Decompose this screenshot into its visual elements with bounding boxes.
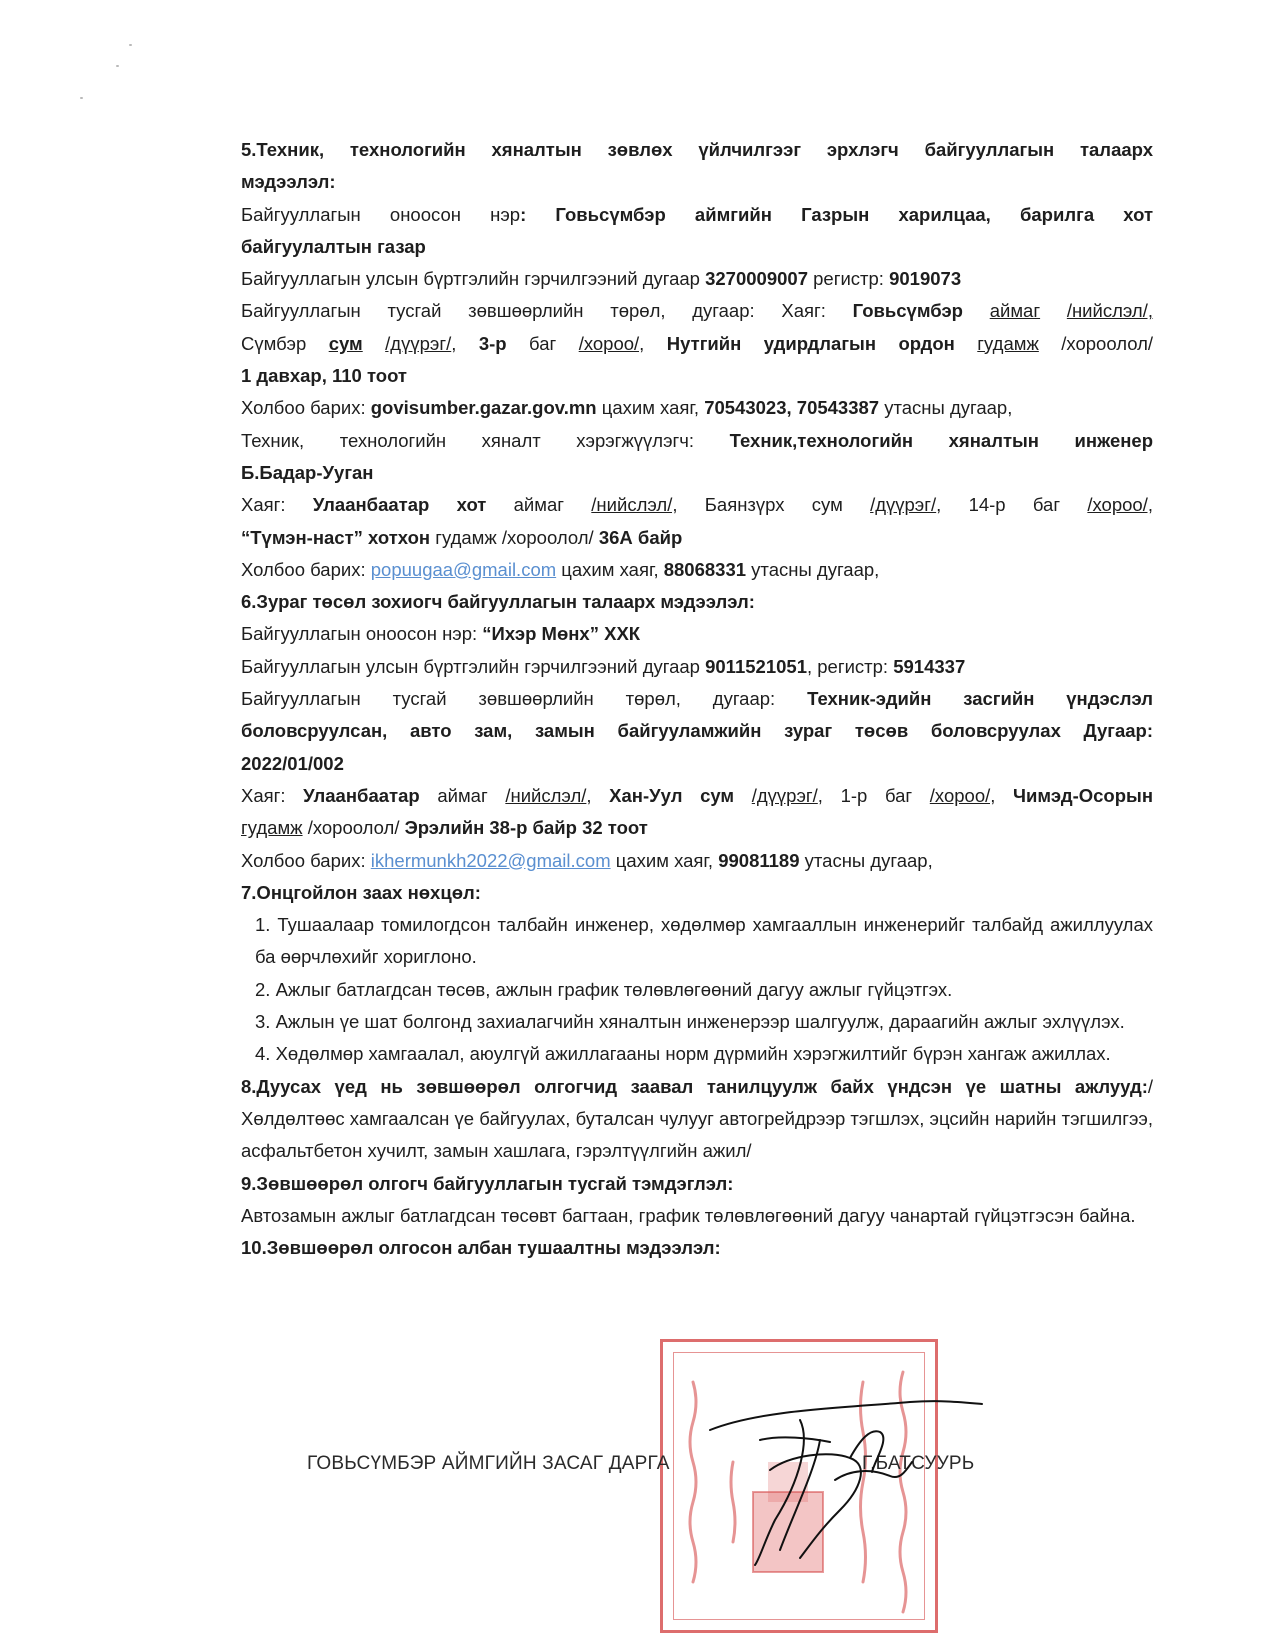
s5-org-name: Байгууллагын оноосон нэр: Говьсүмбэр аймгийн Газрын харилцаа, барилга хот xyxy=(241,203,1154,225)
s6-license: Байгууллагын тусгай зөвшөөрлийн төрөл, дугаар: Техник-эдийн засгийн үндэслэл xyxy=(241,688,1153,710)
section-9-title: 9.Зөвшөөрөл олгогч байгууллагын тусгай тэмдэглэл: xyxy=(241,1172,734,1194)
s5-contact: Холбоо барих: govisumber.gazar.gov.mn цахим хаяг, 70543023, 70543387 утасны дугаар, xyxy=(241,397,1013,419)
document-body xyxy=(241,134,1153,1264)
section-5-title-cont: мэдээлэл: xyxy=(241,171,336,193)
s5-engineer-cont: Б.Бадар-Ууган xyxy=(241,461,374,483)
email-link[interactable]: ikhermunkh2022@gmail.com xyxy=(370,849,611,871)
scan-speck xyxy=(116,65,119,67)
section-6-title: 6.Зураг төсөл зохиогч байгууллагын талаарх мэдээлэл: xyxy=(241,591,755,613)
s5-registration: Байгууллагын улсын бүртгэлийн гэрчилгээний дугаар 3270009007 регистр: 9019073 xyxy=(241,268,962,290)
scan-speck xyxy=(129,44,132,46)
section-5-title: 5.Техник, технологийн хяналтын зөвлөх үйлчилгээг эрхлэгч байгууллагын талаарх xyxy=(241,139,1153,160)
s5-address-cont: 1 давхар, 110 тоот xyxy=(241,365,407,387)
s6-license-number: 2022/01/002 xyxy=(241,752,344,774)
s5-engineer-contact: Холбоо барих: popuugaa@gmail.com цахим хаяг, 88068331 утасны дугаар, xyxy=(241,558,880,580)
s7-item: 2. Ажлыг батлагдсан төсөв, ажлын график төлөвлөгөөний дагуу ажлыг гүйцэтгэх. xyxy=(255,978,953,1000)
s6-address: Хаяг: Улаанбаатар аймаг /нийслэл/, Хан-Уул сум /дүүрэг/, 1-р баг /хороо/, Чимэд-Осорын xyxy=(241,784,1153,806)
s5-engineer-address-cont: “Түмэн-наст” хотхон гудамж /хороолол/ 36А байр xyxy=(241,526,683,548)
signatory-position: ГОВЬСҮМБЭР АЙМГИЙН ЗАСАГ ДАРГА xyxy=(307,1453,670,1474)
scan-speck xyxy=(80,97,83,99)
s5-license: Байгууллагын тусгай зөвшөөрлийн төрөл, дугаар: Хаяг: Говьсүмбэр аймаг /нийслэл/, xyxy=(241,300,1154,322)
handwritten-signature xyxy=(700,1380,990,1570)
s6-license-cont: боловсруулсан, авто зам, замын байгууламжийн зураг төсөв боловсруулах Дугаар: xyxy=(241,720,1153,742)
section-7-title: 7.Онцгойлон заах нөхцөл: xyxy=(241,881,481,903)
section-8: 8.Дуусах үед нь зөвшөөрөл олгогчид заавал танилцуулж байх үндсэн үе шатны ажлууд:/Хөлдөлтөөс хамгаалсан үе байгуулах, буталсан чулууг автогрейдрээр тэгшлэх, эцсийн нарийн тэгшилгээ, асфальтбетон хучилт, замын хашлага, гэрэлтүүлгийн ажил/ xyxy=(241,1075,1153,1162)
s6-registration: Байгууллагын улсын бүртгэлийн гэрчилгээний дугаар 9011521051, регистр: 5914337 xyxy=(241,655,966,677)
s7-item: 4. Хөдөлмөр хамгаалал, аюулгүй ажиллагааны норм дүрмийн хэрэгжилтийг бүрэн хангаж ажиллах. xyxy=(255,1043,1111,1065)
signatory-name: Г.БАТСУУРЬ xyxy=(862,1453,975,1474)
s5-engineer: Техник, технологийн хяналт хэрэгжүүлэгч: Техник,технологийн хяналтын инженер xyxy=(241,429,1153,451)
s5-org-name-cont: байгуулалтын газар xyxy=(241,235,426,257)
s9-text: Автозамын ажлыг батлагдсан төсөвт багтаан, график төлөвлөгөөний дагуу чанартай гүйцэтгэсэн байна. xyxy=(241,1204,1136,1226)
section-10-title: 10.Зөвшөөрөл олгосон албан тушаалтны мэдээлэл: xyxy=(241,1237,721,1259)
s7-item: 1. Тушаалаар томилогдсон талбайн инженер, хөдөлмөр хамгааллын инженерийг талбайд ажиллуулах ба өөрчлөхийг хориглоно. xyxy=(255,914,1153,968)
s5-address: Сүмбэр сум /дүүрэг/, 3-р баг /хороо/, Нутгийн удирдлагын ордон гудамж /хороолол/ xyxy=(241,332,1154,354)
s6-address-cont: гудамж /хороолол/ Эрэлийн 38-р байр 32 тоот xyxy=(241,817,648,839)
email-link[interactable]: popuugaa@gmail.com xyxy=(370,558,557,580)
s5-engineer-address: Хаяг: Улаанбаатар хот аймаг /нийслэл/, Баянзүрх сум /дүүрэг/, 14-р баг /хороо/, xyxy=(241,494,1153,516)
s6-org-name: Байгууллагын оноосон нэр: “Ихэр Мөнх” ХХК xyxy=(241,623,641,645)
s7-item: 3. Ажлын үе шат болгонд захиалагчийн хяналтын инженерээр шалгуулж, дараагийн ажлыг эхлүүлэх. xyxy=(255,1011,1125,1033)
s6-contact: Холбоо барих: ikhermunkh2022@gmail.com цахим хаяг, 99081189 утасны дугаар, xyxy=(241,849,933,871)
